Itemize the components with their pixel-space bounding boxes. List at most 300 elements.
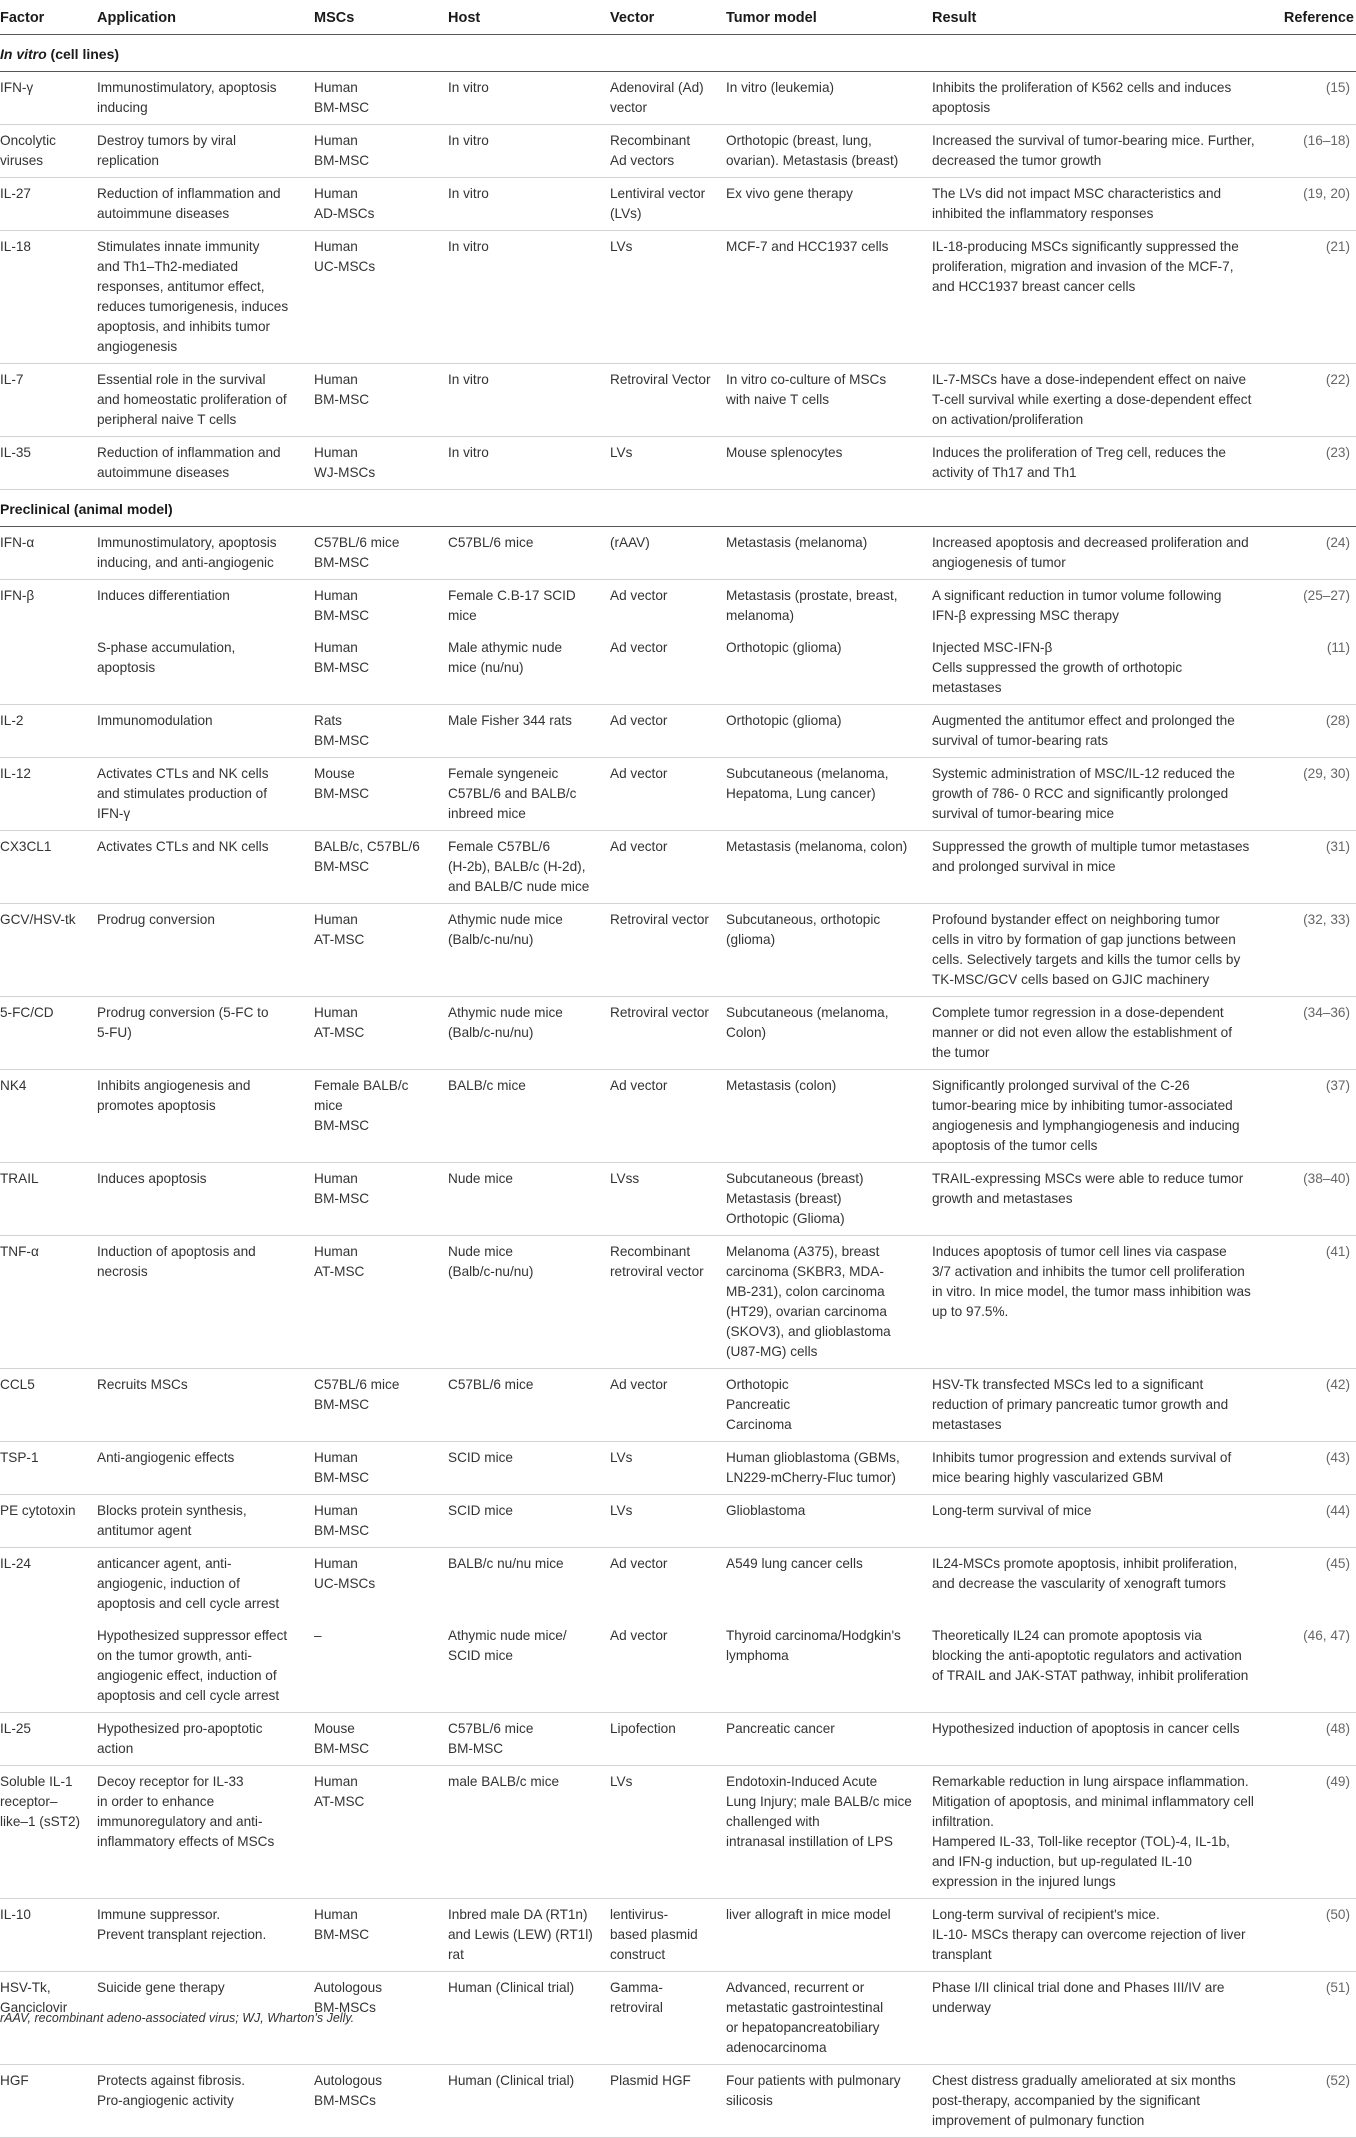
table-row [0,1495,1356,1548]
tumor-model-cell [726,1442,932,1495]
mscs-cell-text: Mouse BM-MSC [314,766,370,801]
tumor-model-cell-text: Orthotopic (glioma) [726,640,842,655]
result-cell [932,1899,1282,1972]
factor-cell-text: PE cytotoxin [0,1503,76,1518]
application-cell-text: Blocks protein synthesis, antitumor agent [97,1503,247,1538]
reference-cell [1282,997,1356,1070]
tumor-model-cell-text: Human glioblastoma (GBMs, LN229-mCherry-Fluc tumor) [726,1450,900,1485]
application-cell-text: Inhibits angiogenesis and promotes apoptosis [97,1078,251,1113]
reference-cell [1282,580,1356,633]
vector-cell [610,580,726,633]
mscs-cell [314,632,448,705]
application-cell [97,2065,314,2138]
table-row [0,1766,1356,1899]
host-cell-text: Nude mice [448,1171,513,1186]
host-cell [448,178,610,231]
host-cell [448,831,610,904]
tumor-model-cell [726,580,932,633]
tumor-model-cell-text: Ex vivo gene therapy [726,186,853,201]
tumor-model-cell-text: liver allograft in mice model [726,1907,891,1922]
mscs-cell-text: Human BM-MSC [314,1450,370,1485]
tumor-model-cell [726,125,932,178]
reference-cell-text: (38–40) [1303,1171,1350,1186]
reference-cell-text: (16–18) [1303,133,1350,148]
mscs-cell-text: Autologous BM-MSCs [314,2073,383,2108]
column-header-mscs: MSCs [314,0,448,35]
table-row [0,1899,1356,1972]
host-cell-text: C57BL/6 mice [448,1377,534,1392]
mscs-cell-text: BALB/c, C57BL/6 BM-MSC [314,839,420,874]
vector-cell [610,1163,726,1236]
application-cell-text: Induces apoptosis [97,1171,207,1186]
section-header-row [0,490,1356,527]
application-cell-text: Immunostimulatory, apoptosis inducing [97,80,277,115]
mscs-cell [314,231,448,364]
reference-cell-text: (28) [1325,713,1350,728]
mscs-cell-text: C57BL/6 mice BM-MSC [314,1377,400,1412]
host-cell [448,231,610,364]
mscs-cell [314,527,448,580]
mscs-cell-text: Human WJ-MSCs [314,445,376,480]
application-cell-text: Hypothesized pro-apoptotic action [97,1721,263,1756]
host-cell-text: In vitro [448,372,489,387]
tumor-model-cell-text: Orthotopic (breast, lung, ovarian). Metastasis (breast) [726,133,899,168]
mscs-cell-text: – [314,1628,322,1643]
host-cell [448,580,610,633]
reference-cell-text: (11) [1326,640,1350,655]
mscs-cell [314,178,448,231]
mscs-cell [314,705,448,758]
application-cell-text: Activates CTLs and NK cells and stimulates production of IFN-γ [97,766,269,821]
host-cell [448,2065,610,2138]
result-cell-text: Inhibits tumor progression and extends survival of mice bearing highly vascularized GBM [932,1450,1232,1485]
application-cell [97,580,314,633]
factor-cell [0,1620,97,1713]
host-cell [448,1620,610,1713]
table-row [0,178,1356,231]
result-cell-text: Long-term survival of recipient's mice. IL-10- MSCs therapy can overcome rejection of liver transplant [932,1907,1246,1962]
vector-cell [610,632,726,705]
application-cell-text: Induces differentiation [97,588,230,603]
reference-cell [1282,527,1356,580]
result-cell [932,1766,1282,1899]
mscs-cell-text: Mouse BM-MSC [314,1721,370,1756]
tumor-model-cell [726,1620,932,1713]
mscs-cell-text: Human UC-MSCs [314,1556,376,1591]
vector-cell [610,437,726,490]
reference-cell [1282,1070,1356,1163]
host-cell-text: Inbred male DA (RT1n) and Lewis (LEW) (RT1l) rat [448,1907,593,1962]
reference-cell [1282,72,1356,125]
table-row [0,1713,1356,1766]
factor-cell [0,527,97,580]
result-cell [932,72,1282,125]
factor-cell [0,705,97,758]
factor-cell-text: CX3CL1 [0,839,52,854]
result-cell-text: Induces apoptosis of tumor cell lines via caspase 3/7 activation and inhibits the tumor cell proliferation in vitro. In mice model, the tumor mass inhibition was up to 97.5%. [932,1244,1251,1319]
vector-cell-text: Gamma- retroviral [610,1980,663,2015]
mscs-cell-text: Human BM-MSC [314,1503,370,1538]
tumor-model-cell [726,705,932,758]
host-cell-text: SCID mice [448,1450,513,1465]
result-cell-text: IL-7-MSCs have a dose-independent effect on naive T-cell survival while exerting a dose-dependent effect on activation/proliferation [932,372,1252,427]
vector-cell [610,1548,726,1621]
factor-cell [0,72,97,125]
host-cell-text: Female C.B-17 SCID mice [448,588,576,623]
factor-cell [0,1369,97,1442]
application-cell [97,1899,314,1972]
reference-cell [1282,231,1356,364]
host-cell-text: C57BL/6 mice BM-MSC [448,1721,534,1756]
host-cell-text: In vitro [448,239,489,254]
host-cell-text: Male athymic nude mice (nu/nu) [448,640,563,675]
mscs-cell [314,437,448,490]
table-row [0,1236,1356,1369]
vector-cell [610,1620,726,1713]
factor-cell [0,364,97,437]
vector-cell-text: Retroviral vector [610,1005,709,1020]
table-row [0,758,1356,831]
reference-cell [1282,125,1356,178]
host-cell [448,527,610,580]
mscs-cell-text: Human AT-MSC [314,912,365,947]
factor-cell [0,1163,97,1236]
reference-cell [1282,1236,1356,1369]
application-cell-text: Induction of apoptosis and necrosis [97,1244,256,1279]
column-header-host: Host [448,0,610,35]
reference-cell-text: (44) [1325,1503,1350,1518]
reference-cell-text: (50) [1325,1907,1350,1922]
column-header-result: Result [932,0,1282,35]
factor-cell-text: 5-FC/CD [0,1005,54,1020]
host-cell-text: C57BL/6 mice [448,535,534,550]
mscs-cell-text: Rats BM-MSC [314,713,370,748]
vector-cell [610,1713,726,1766]
host-cell-text: Male Fisher 344 rats [448,713,572,728]
mscs-cell-text: Human BM-MSC [314,80,370,115]
result-cell [932,125,1282,178]
mscs-cell [314,1369,448,1442]
application-cell [97,1070,314,1163]
mscs-cell-text: Human AT-MSC [314,1005,365,1040]
tumor-model-cell [726,527,932,580]
vector-cell [610,125,726,178]
factor-cell [0,632,97,705]
header-row [0,0,1356,35]
vector-cell [610,231,726,364]
factor-cell [0,758,97,831]
factor-cell-text: CCL5 [0,1377,35,1392]
vector-cell [610,527,726,580]
column-header-reference: Reference [1282,0,1356,35]
tumor-model-cell [726,1236,932,1369]
table-row [0,1620,1356,1713]
host-cell-text: Athymic nude mice (Balb/c-nu/nu) [448,1005,563,1040]
tumor-model-cell [726,364,932,437]
table-row [0,705,1356,758]
application-cell-text: Stimulates innate immunity and Th1–Th2-mediated responses, antitumor effect, reduces tumorigenesis, induces apoptosis, and inhibits tumor angiogenesis [97,239,289,354]
result-cell-text: Profound bystander effect on neighboring tumor cells in vitro by formation of gap junctions between cells. Selectively targets and kills the tumor cells by TK-MSC/GCV cells based on GJIC machinery [932,912,1241,987]
result-cell [932,1442,1282,1495]
result-cell [932,1070,1282,1163]
mscs-cell-text: Human BM-MSC [314,133,370,168]
application-cell-text: Decoy receptor for IL-33 in order to enhance immunoregulatory and anti- inflammatory effects of MSCs [97,1774,275,1849]
vector-cell-text: Retroviral Vector [610,372,711,387]
mscs-cell [314,1495,448,1548]
tumor-model-cell-text: Metastasis (prostate, breast, melanoma) [726,588,898,623]
factor-cell [0,1899,97,1972]
tumor-model-cell-text: Subcutaneous (melanoma, Hepatoma, Lung cancer) [726,766,889,801]
table-row [0,72,1356,125]
host-cell [448,125,610,178]
host-cell [448,1972,610,2065]
reference-cell [1282,1442,1356,1495]
reference-cell [1282,2065,1356,2138]
result-cell-text: Phase I/II clinical trial done and Phases III/IV are underway [932,1980,1225,2015]
tumor-model-cell [726,72,932,125]
vector-cell [610,1369,726,1442]
reference-cell [1282,437,1356,490]
mscs-cell [314,1163,448,1236]
host-cell-text: Female syngeneic C57BL/6 and BALB/c inbreed mice [448,766,577,821]
reference-cell [1282,1548,1356,1621]
reference-cell-text: (51) [1325,1980,1350,1995]
reference-cell-text: (31) [1325,839,1350,854]
result-cell [932,1548,1282,1621]
table-row [0,1548,1356,1621]
mscs-cell-text: Human AT-MSC [314,1774,365,1809]
vector-cell [610,364,726,437]
tumor-model-cell [726,831,932,904]
vector-cell-text: Recombinant retroviral vector [610,1244,704,1279]
tumor-model-cell [726,2065,932,2138]
tumor-model-cell [726,437,932,490]
reference-cell-text: (52) [1325,2073,1350,2088]
factor-cell [0,125,97,178]
tumor-model-cell [726,997,932,1070]
factor-cell-text: IL-10 [0,1907,31,1922]
result-cell [932,2065,1282,2138]
reference-cell-text: (37) [1325,1078,1350,1093]
mscs-cell [314,831,448,904]
tumor-model-cell-text: Glioblastoma [726,1503,806,1518]
mscs-cell [314,904,448,997]
result-cell-text: Remarkable reduction in lung airspace inflammation. Mitigation of apoptosis, and minimal inflammatory cell infiltration. Hampered IL-33, Toll-like receptor (TOL)-4, IL-1b, and IFN-g induction, but up-regulated IL-10 expression in the injured lungs [932,1774,1254,1889]
factor-cell-text: IL-18 [0,239,31,254]
host-cell [448,1766,610,1899]
vector-cell-text: LVs [610,1450,633,1465]
vector-cell [610,72,726,125]
column-header-application: Application [97,0,314,35]
column-header-factor: Factor [0,0,97,35]
application-cell-text: Prodrug conversion [97,912,215,927]
vector-cell-text: Plasmid HGF [610,2073,691,2088]
section-title: Preclinical (animal model) [0,490,1356,527]
vector-cell-text: LVs [610,445,633,460]
vector-cell [610,831,726,904]
table-row [0,125,1356,178]
vector-cell [610,2065,726,2138]
result-cell-text: Induces the proliferation of Treg cell, reduces the activity of Th17 and Th1 [932,445,1226,480]
result-cell [932,1620,1282,1713]
reference-cell-text: (22) [1325,372,1350,387]
tumor-model-cell-text: Metastasis (melanoma) [726,535,868,550]
application-cell-text: Reduction of inflammation and autoimmune diseases [97,445,281,480]
application-cell [97,1620,314,1713]
mscs-cell [314,1236,448,1369]
mscs-cell [314,758,448,831]
vector-cell-text: Ad vector [610,839,668,854]
factor-cell-text: IL-35 [0,445,31,460]
reference-cell [1282,1766,1356,1899]
host-cell [448,364,610,437]
factor-cell [0,178,97,231]
section-header-row [0,35,1356,72]
result-cell-text: IL24-MSCs promote apoptosis, inhibit proliferation, and decrease the vascularity of xenograft tumors [932,1556,1238,1591]
mscs-cell-text: C57BL/6 mice BM-MSC [314,535,400,570]
host-cell-text: In vitro [448,133,489,148]
application-cell [97,437,314,490]
tumor-model-cell-text: Four patients with pulmonary silicosis [726,2073,901,2108]
result-cell [932,1236,1282,1369]
result-cell-text: Hypothesized induction of apoptosis in cancer cells [932,1721,1240,1736]
tumor-model-cell-text: Subcutaneous (breast) Metastasis (breast) Orthotopic (Glioma) [726,1171,864,1226]
tumor-model-cell [726,1369,932,1442]
result-cell [932,1369,1282,1442]
vector-cell [610,997,726,1070]
factor-cell [0,1548,97,1621]
result-cell [932,997,1282,1070]
application-cell [97,1495,314,1548]
application-cell [97,1442,314,1495]
result-cell-text: Chest distress gradually ameliorated at six months post-therapy, accompanied by the significant improvement of pulmonary function [932,2073,1236,2128]
vector-cell [610,1899,726,1972]
factor-cell-text: NK4 [0,1078,27,1093]
application-cell [97,125,314,178]
vector-cell [610,1236,726,1369]
reference-cell [1282,1369,1356,1442]
result-cell-text: Increased apoptosis and decreased proliferation and angiogenesis of tumor [932,535,1249,570]
mscs-cell-text: Female BALB/c mice BM-MSC [314,1078,409,1133]
factor-cell-text: TSP-1 [0,1450,39,1465]
vector-cell-text: Ad vector [610,766,668,781]
factor-cell [0,997,97,1070]
result-cell-text: Inhibits the proliferation of K562 cells and induces apoptosis [932,80,1232,115]
reference-cell-text: (15) [1325,80,1350,95]
mscs-cell-text: Human BM-MSC [314,588,370,623]
reference-cell [1282,1620,1356,1713]
result-cell-text: The LVs did not impact MSC characteristics and inhibited the inflammatory responses [932,186,1222,221]
host-cell-text: In vitro [448,80,489,95]
vector-cell [610,178,726,231]
mscs-cell [314,1070,448,1163]
tumor-model-cell-text: Metastasis (colon) [726,1078,837,1093]
factor-cell-text: IFN-β [0,588,35,603]
host-cell [448,1713,610,1766]
tumor-model-cell [726,1899,932,1972]
application-cell-text: S-phase accumulation, apoptosis [97,640,236,675]
application-cell-text: Destroy tumors by viral replication [97,133,236,168]
application-cell-text: Prodrug conversion (5-FC to 5-FU) [97,1005,269,1040]
application-cell [97,364,314,437]
result-cell [932,1972,1282,2065]
result-cell-text: Significantly prolonged survival of the C-26 tumor-bearing mice by inhibiting tumor-associated angiogenesis and lymphangiogenesis and inducing apoptosis of the tumor cells [932,1078,1240,1153]
vector-cell-text: Ad vector [610,1556,668,1571]
tumor-model-cell [726,1548,932,1621]
column-header-tumor-model: Tumor model [726,0,932,35]
factor-cell-text: IL-2 [0,713,24,728]
factor-cell [0,831,97,904]
table-body [0,35,1356,2138]
table-row [0,831,1356,904]
reference-cell [1282,705,1356,758]
factor-cell-text: HGF [0,2073,29,2088]
table-row [0,632,1356,705]
factor-cell [0,1442,97,1495]
tumor-model-cell [726,1070,932,1163]
application-cell-text: anticancer agent, anti- angiogenic, induction of apoptosis and cell cycle arrest [97,1556,280,1611]
vector-cell-text: Ad vector [610,713,668,728]
reference-cell-text: (34–36) [1303,1005,1350,1020]
reference-cell [1282,178,1356,231]
reference-cell-text: (24) [1325,535,1350,550]
reference-cell-text: (23) [1325,445,1350,460]
result-cell [932,1163,1282,1236]
application-cell-text: Immune suppressor. Prevent transplant rejection. [97,1907,267,1942]
host-cell-text: Athymic nude mice (Balb/c-nu/nu) [448,912,563,947]
host-cell [448,1163,610,1236]
factor-cell-text: IL-24 [0,1556,31,1571]
host-cell-text: BALB/c mice [448,1078,526,1093]
tumor-model-cell-text: Subcutaneous, orthotopic (glioma) [726,912,881,947]
tumor-model-cell [726,1972,932,2065]
result-cell [932,527,1282,580]
vector-cell-text: LVs [610,239,633,254]
result-cell-text: HSV-Tk transfected MSCs led to a significant reduction of primary pancreatic tumor growth and metastases [932,1377,1229,1432]
application-cell-text: Immunostimulatory, apoptosis inducing, and anti-angiogenic [97,535,277,570]
host-cell [448,1236,610,1369]
table-row [0,231,1356,364]
tumor-model-cell-text: Metastasis (melanoma, colon) [726,839,908,854]
factor-cell-text: Soluble IL-1 receptor– like–1 (sST2) [0,1774,81,1829]
vector-cell-text: Lentiviral vector (LVs) [610,186,706,221]
tumor-model-cell-text: In vitro co-culture of MSCs with naive T cells [726,372,887,407]
result-cell-text: TRAIL-expressing MSCs were able to reduce tumor growth and metastases [932,1171,1244,1206]
application-cell [97,831,314,904]
application-cell-text: Anti-angiogenic effects [97,1450,235,1465]
tumor-model-cell-text: A549 lung cancer cells [726,1556,863,1571]
tumor-model-cell [726,632,932,705]
application-cell [97,632,314,705]
result-cell-text: Theoretically IL24 can promote apoptosis via blocking the anti-apoptotic regulators and activation of TRAIL and JAK-STAT pathway, inhibit proliferation [932,1628,1249,1683]
vector-cell-text: Adenoviral (Ad) vector [610,80,704,115]
tumor-model-cell [726,1713,932,1766]
reference-cell [1282,1713,1356,1766]
result-cell-text: Increased the survival of tumor-bearing mice. Further, decreased the tumor growth [932,133,1255,168]
host-cell [448,1442,610,1495]
tumor-model-cell-text: Endotoxin-Induced Acute Lung Injury; male BALB/c mice challenged with intranasal instillation of LPS [726,1774,912,1849]
reference-cell-text: (43) [1325,1450,1350,1465]
vector-cell [610,1442,726,1495]
mscs-cell [314,1713,448,1766]
result-cell [932,231,1282,364]
factor-cell [0,1495,97,1548]
result-cell-text: A significant reduction in tumor volume following IFN-β expressing MSC therapy [932,588,1222,623]
reference-cell [1282,1899,1356,1972]
application-cell [97,231,314,364]
vector-cell-text: (rAAV) [610,535,650,550]
result-cell [932,632,1282,705]
